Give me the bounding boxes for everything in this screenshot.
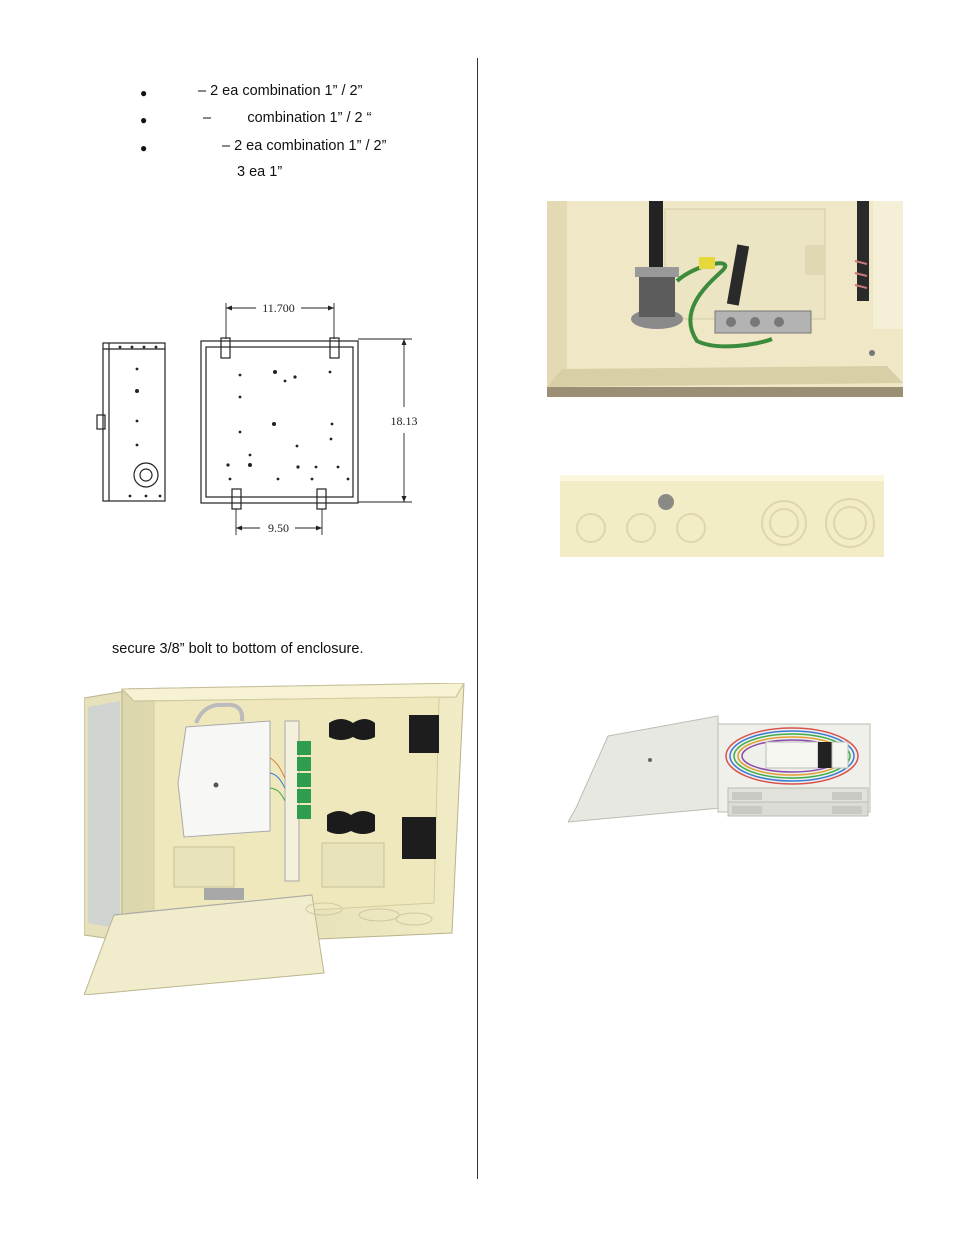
grounding-photo	[547, 201, 903, 397]
knockouts-photo	[560, 475, 884, 557]
dimension-height: 18.13	[390, 414, 418, 428]
open-enclosure-photo	[84, 683, 467, 995]
bolt-instruction-text: secure 3/8” bolt to bottom of enclosure.	[112, 641, 364, 657]
dimension-bottom-width: 9.50	[268, 521, 289, 535]
front-view	[201, 338, 358, 509]
column-divider	[477, 58, 478, 1179]
bullet-text-3: – 2 ea combination 1” / 2”	[222, 138, 387, 154]
bullet-icon: ●	[140, 113, 148, 127]
bullet-text-4: 3 ea 1”	[237, 164, 283, 180]
bullet-icon: ●	[140, 86, 148, 100]
dimension-top-width: 11.700	[262, 301, 295, 315]
side-view	[97, 343, 165, 501]
bullet-text-1: – 2 ea combination 1” / 2”	[198, 83, 363, 99]
splice-tray-photo	[568, 708, 876, 832]
bullet-icon: ●	[140, 141, 148, 155]
enclosure-dimension-drawing	[90, 295, 430, 540]
bullet-text-2: – combination 1” / 2 “	[203, 110, 372, 126]
